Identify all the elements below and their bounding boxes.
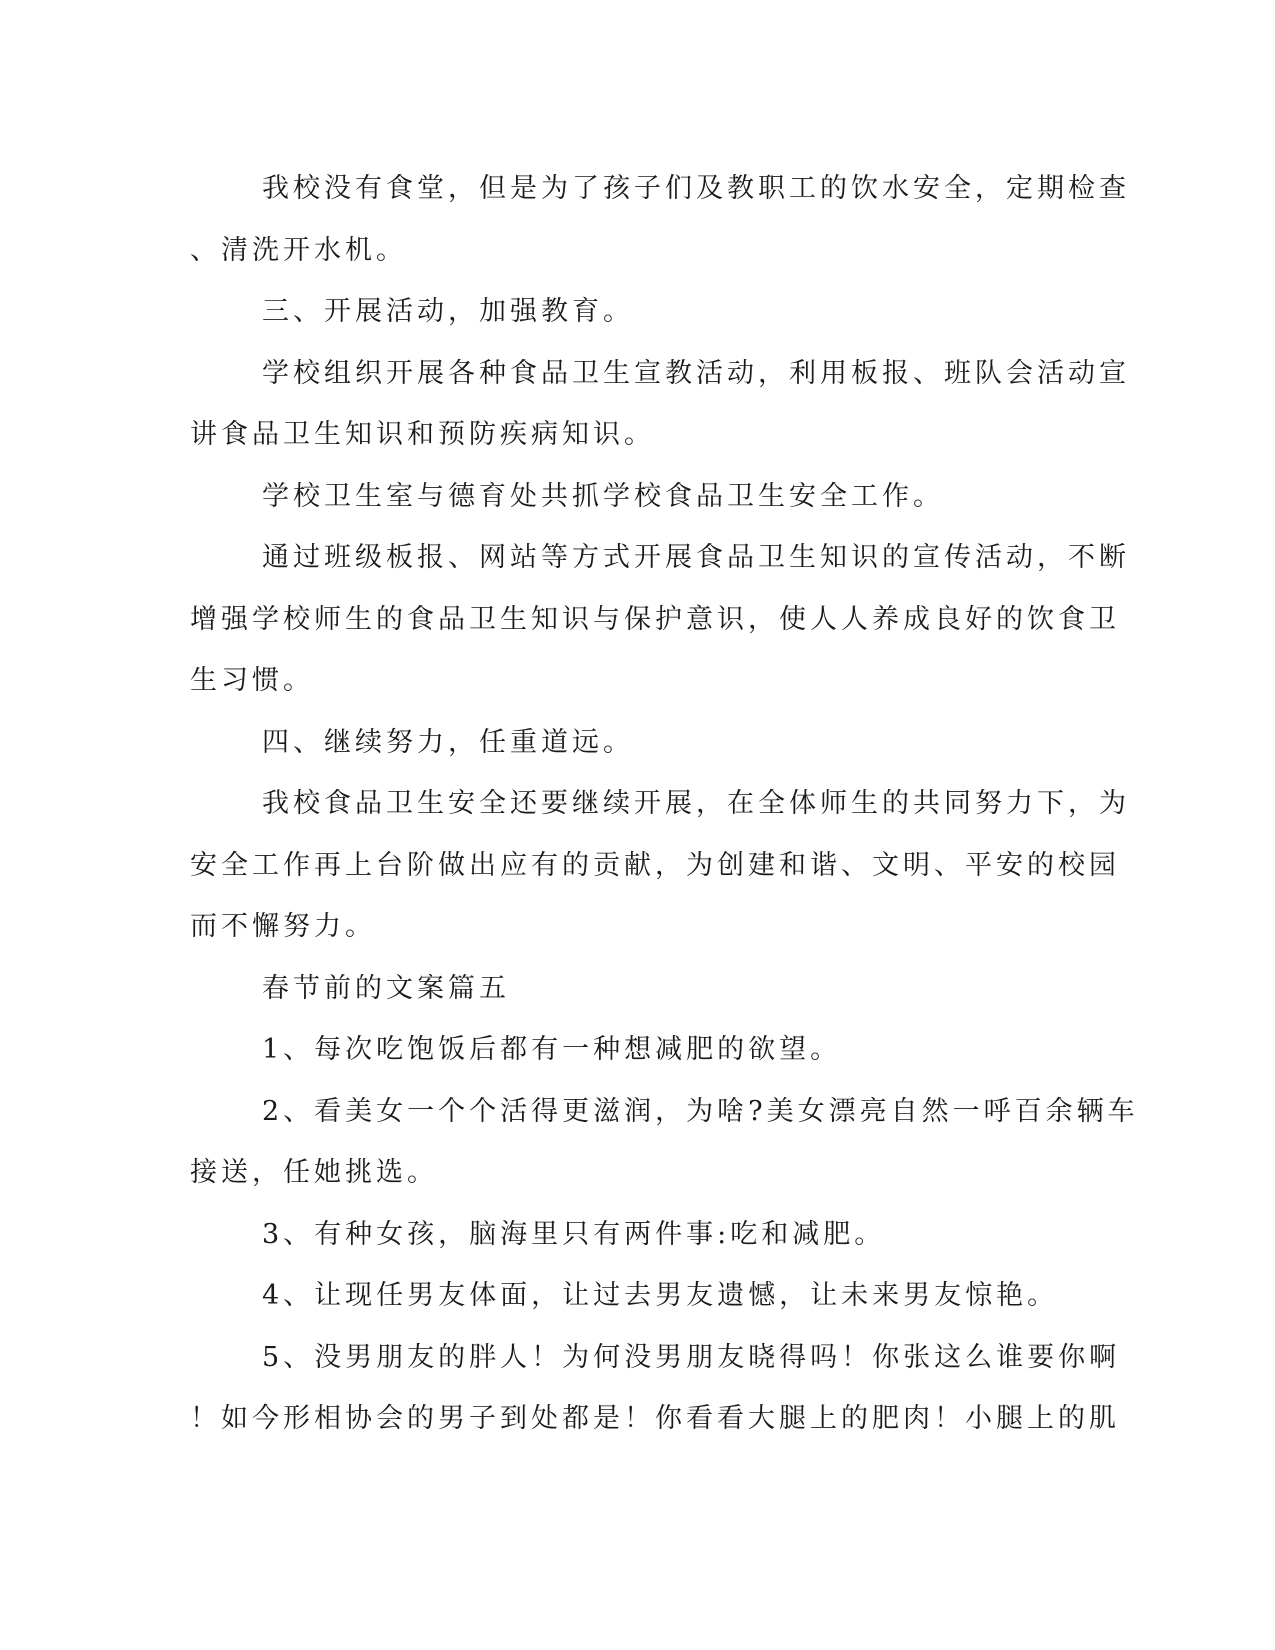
text-line: 3、有种女孩，脑海里只有两件事:吃和减肥。 <box>262 1218 886 1250</box>
text-line: 讲食品卫生知识和预防疾病知识。 <box>190 419 655 450</box>
text-line: 安全工作再上台阶做出应有的贡献，为创建和谐、文明、平安的校园 <box>190 849 1120 881</box>
text-line: 、清洗开水机。 <box>190 234 407 266</box>
text-line: 1、每次吃饱饭后都有一种想减肥的欲望。 <box>262 1034 842 1065</box>
section-heading <box>190 958 1070 1020</box>
list-item <box>190 1019 1070 1081</box>
text-line: 4、让现任男友体面，让过去男友遗憾，让未来男友惊艳。 <box>262 1280 1059 1311</box>
list-item <box>190 1204 1070 1266</box>
paragraph <box>190 466 1070 528</box>
text-line: 学校组织开展各种食品卫生宣教活动，利用板报、班队会活动宣 <box>262 357 1130 389</box>
list-item <box>190 1327 1121 1450</box>
text-line: 春节前的文案篇五 <box>262 972 510 1004</box>
section-heading <box>190 712 1070 774</box>
text-line: 接送，任她挑选。 <box>190 1157 438 1188</box>
text-line: 我校没有食堂，但是为了孩子们及教职工的饮水安全，定期检查 <box>262 173 1130 204</box>
paragraph <box>190 343 1130 466</box>
list-item <box>190 1265 1070 1327</box>
list-item <box>190 1081 1139 1204</box>
paragraph <box>190 773 1130 958</box>
document-body <box>190 158 1139 1450</box>
text-line: 我校食品卫生安全还要继续开展，在全体师生的共同努力下，为 <box>262 788 1130 819</box>
text-line: 学校卫生室与德育处共抓学校食品卫生安全工作。 <box>262 480 944 512</box>
text-line: 通过班级板报、网站等方式开展食品卫生知识的宣传活动，不断 <box>262 542 1130 573</box>
text-line: ！如今形相协会的男子到处都是！你看看大腿上的肥肉！小腿上的肌 <box>190 1403 1120 1434</box>
text-line: 5、没男朋友的胖人！为何没男朋友晓得吗！你张这么谁要你啊 <box>262 1341 1121 1373</box>
paragraph <box>190 527 1130 712</box>
section-heading <box>190 281 1070 343</box>
text-line: 四、继续努力，任重道远。 <box>262 726 634 758</box>
paragraph <box>190 158 1130 281</box>
text-line: 增强学校师生的食品卫生知识与保护意识，使人人养成良好的饮食卫 <box>190 603 1120 635</box>
text-line: 2、看美女一个个活得更滋润，为啥?美女漂亮自然一呼百余辆车 <box>262 1095 1139 1127</box>
text-line: 生习惯。 <box>190 665 314 696</box>
text-line: 三、开展活动，加强教育。 <box>262 296 634 327</box>
text-line: 而不懈努力。 <box>190 911 376 942</box>
